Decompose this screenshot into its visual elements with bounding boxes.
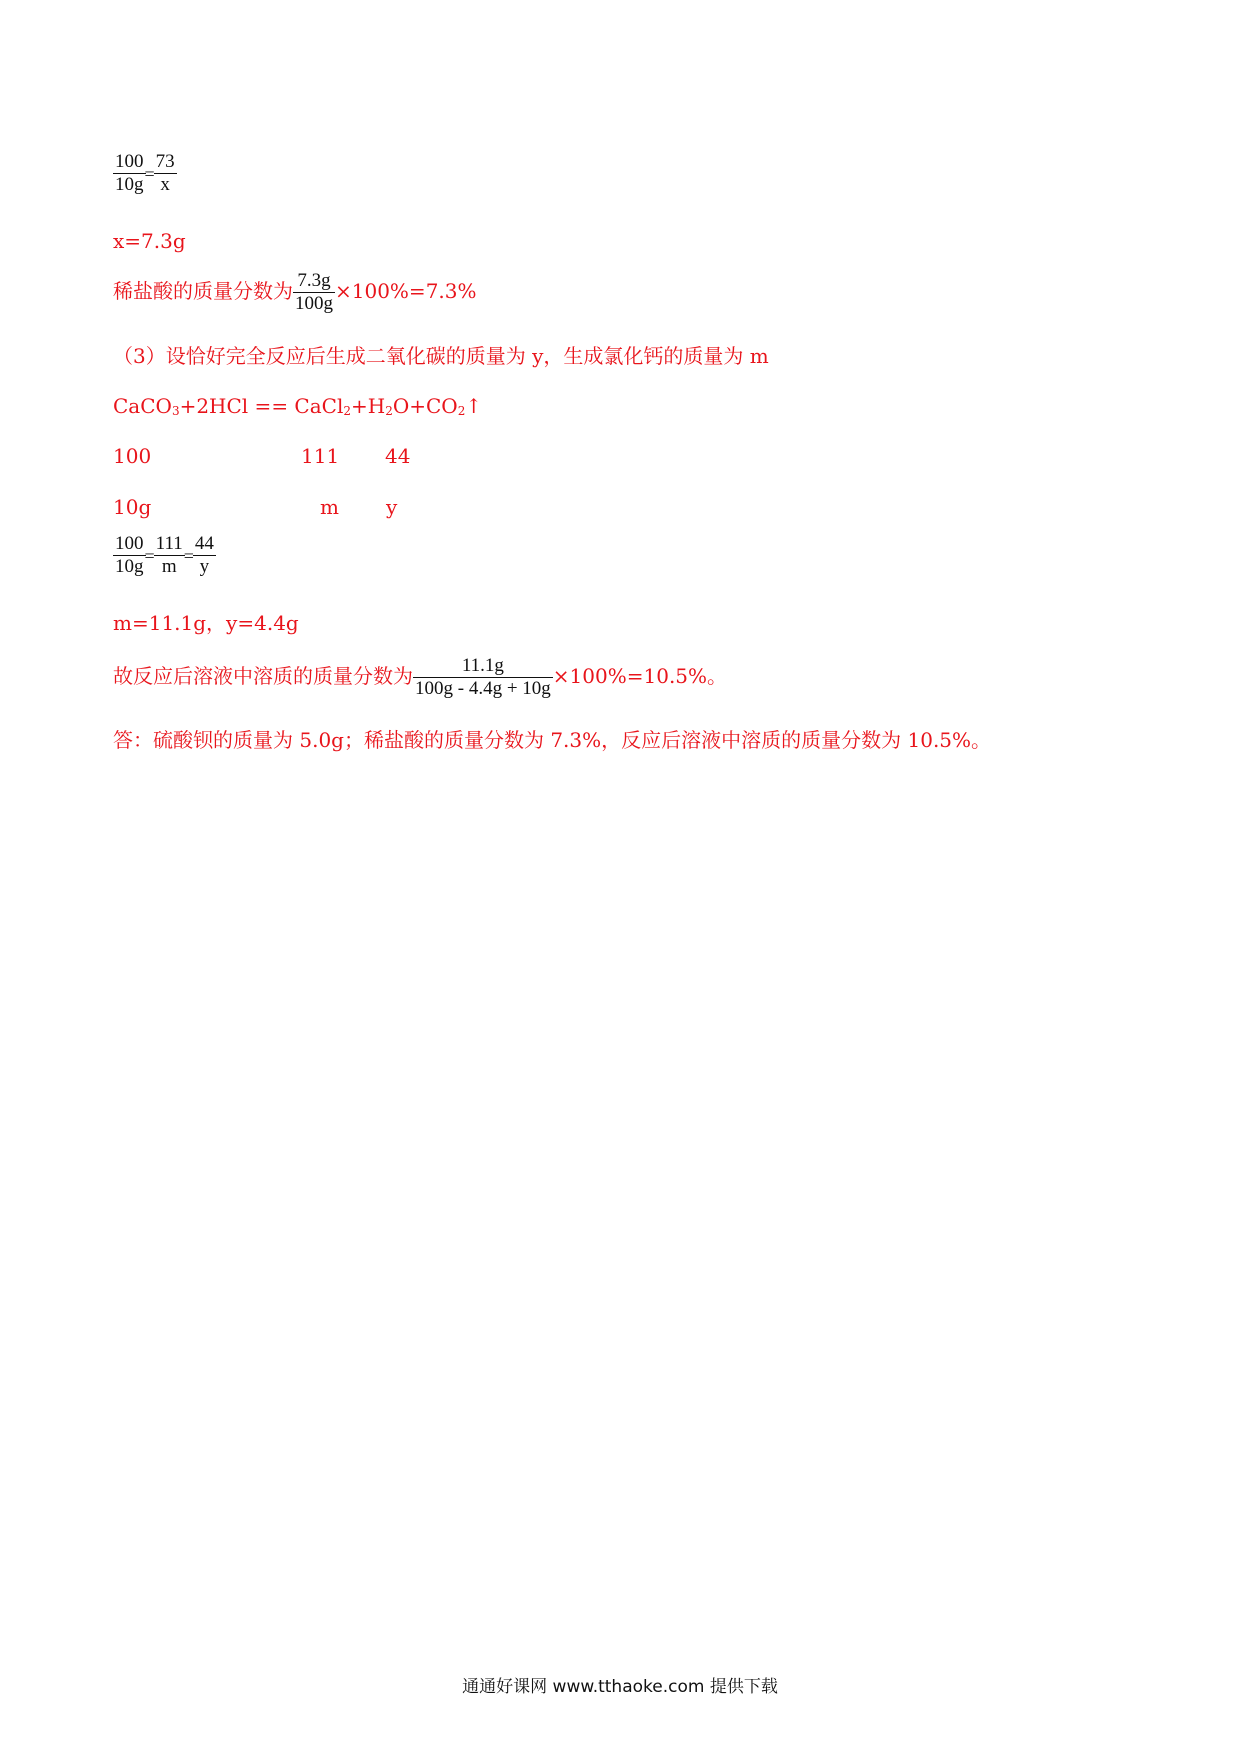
- proportion-equation-2: $\frac{100}{10g}$ = $\frac{111}{m}$ = $\frac{44}{y}$: [115, 533, 214, 577]
- fraction-44-over-y: $\frac{44}{y}$: [194, 533, 214, 577]
- fraction-100-over-10g: $\frac{100}{10g}$: [115, 151, 144, 195]
- fraction-111-over-m: $\frac{111}{m}$: [155, 533, 183, 577]
- fraction-solute: $\frac{11.1g}{100g - 4.4g + 10g}$: [415, 655, 551, 699]
- molar-mass-caco3: 100: [113, 444, 152, 468]
- fraction-100-over-10g: $\frac{100}{10g}$: [115, 533, 144, 577]
- mass-caco3: 10g: [113, 495, 152, 519]
- reaction-equation: CaCO$_3$+2HCl == $CaCl_2+H_2O+CO_2↑$: [113, 394, 483, 418]
- solute-mass-fraction: 故反应后溶液中溶质的质量分数为 $\frac{11.1g}{100g - 4.4g + 10g}$ ×100%=10.5%。: [113, 655, 728, 699]
- molar-mass-cacl2: 111: [301, 444, 340, 468]
- footer-credit: 通通好课网 www.tthaoke.com 提供下载: [462, 1677, 778, 1697]
- part3-intro: （3）设恰好完全反应后生成二氧化碳的质量为 y，生成氯化钙的质量为 m: [113, 344, 769, 368]
- proportion-equation-1: $\frac{100}{10g}$ = $\frac{73}{x}$: [115, 151, 175, 195]
- molar-mass-co2: 44: [385, 444, 411, 468]
- mass-cacl2: m: [320, 495, 339, 519]
- fraction-7.3g-over-100g: $\frac{7.3g}{100g}$: [295, 270, 333, 314]
- final-answer: 答：硫酸钡的质量为 5.0g；稀盐酸的质量分数为 7.3%，反应后溶液中溶质的质量分数为 10.5%。: [113, 728, 992, 752]
- x-result: x=7.3g: [113, 229, 186, 253]
- m-y-result: m=11.1g，y=4.4g: [113, 611, 299, 635]
- fraction-73-over-x: $\frac{73}{x}$: [155, 151, 175, 195]
- mass-co2: y: [386, 495, 398, 519]
- acid-mass-fraction: 稀盐酸的质量分数为 $\frac{7.3g}{100g}$ ×100%=7.3%: [113, 270, 477, 314]
